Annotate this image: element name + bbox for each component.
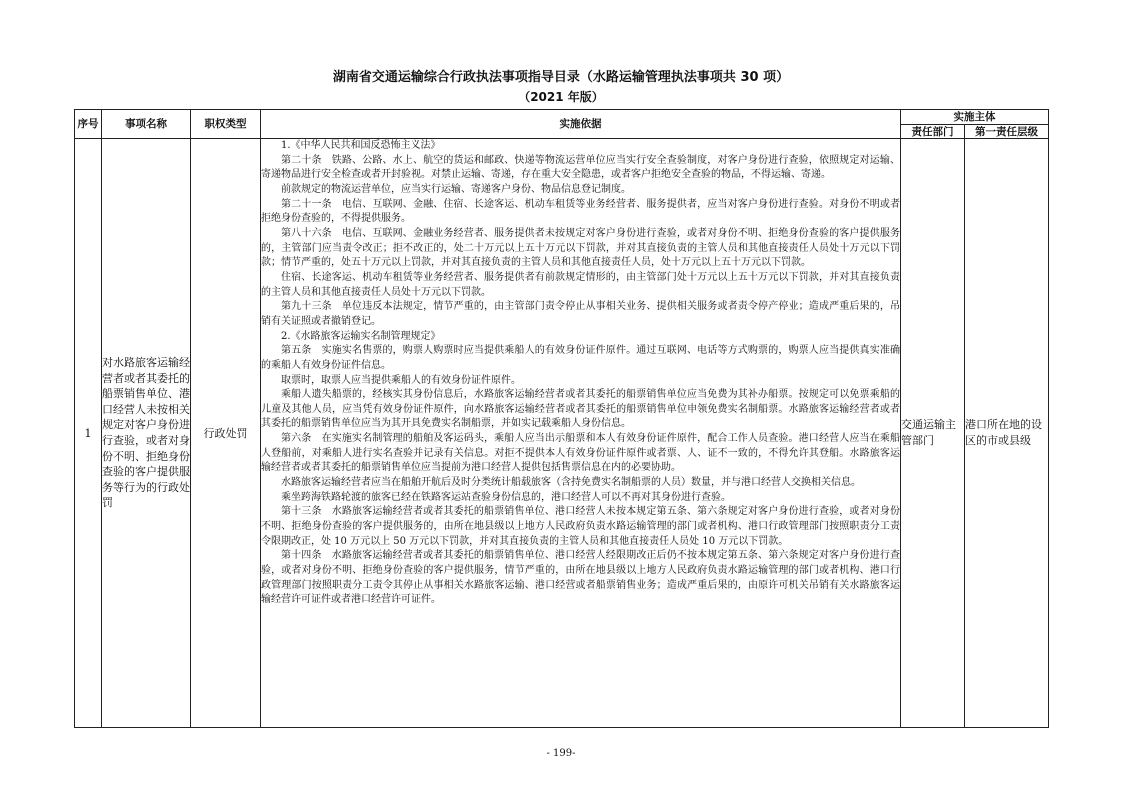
row-level: 港口所在地的设区的市或县级 (965, 139, 1049, 728)
basis-paragraph: 第八十六条 电信、互联网、金融业务经营者、服务提供者未按规定对客户身份进行查验，或者对身份不明、拒绝身份查验的客户提供服务的，主管部门应当责令改正；拒不改正的，处二十万元以上五十万元以下罚款，并对其直接负责的主管人员和其他直接责任人员处十万元以下罚款；情节严重的，处五十万元以上罚款，并对其直接负责的主管人员和其他直接责任人员，处十万元以上五十万元以下罚款。 (261, 227, 900, 269)
row-dept: 交通运输主管部门 (901, 139, 965, 728)
basis-paragraph: 第二十条 铁路、公路、水上、航空的货运和邮政、快递等物流运营单位应当实行安全查验制度，对客户身份进行查验，依照规定对运输、寄递物品进行安全检查或者开封验视。对禁止运输、寄递，存在重大安全隐患，或者客户拒绝安全查验的物品，不得运输、寄递。 (261, 154, 900, 181)
basis-paragraph: 前款规定的物流运营单位，应当实行运输、寄递客户身份、物品信息登记制度。 (281, 183, 631, 195)
basis-paragraph: 住宿、长途客运、机动车租赁等业务经营者、服务提供者有前款规定情形的，由主管部门处十万元以上五十万元以下罚款，并对其直接负责的主管人员和其他直接责任人员处十万元以下罚款。 (261, 271, 900, 298)
basis-paragraph: 取票时，取票人应当提供乘船人的有效身份证件原件。 (281, 374, 521, 386)
row-power-type: 行政处罚 (191, 139, 261, 728)
basis-paragraph: 水路旅客运输经营者应当在船舶开航后及时分类统计船载旅客（含持免费实名制船票的人员）数量，并与港口经营人交换相关信息。 (281, 477, 861, 489)
header-dept: 责任部门 (901, 125, 965, 139)
basis-paragraph: 第二十一条 电信、互联网、金融、住宿、长途客运、机动车租赁等业务经营者、服务提供者，应当对客户身份进行查验。对身份不明或者拒绝身份查验的，不得提供服务。 (261, 198, 900, 225)
row-item-name: 对水路旅客运输经营者或者其委托的船票销售单位、港口经营人未按相关规定对客户身份进行查验，或者对身份不明、拒绝身份查验的客户提供服务等行为的行政处罚 (102, 139, 191, 728)
header-item-name: 事项名称 (102, 110, 191, 139)
page-number: - 199- (546, 748, 576, 759)
document-subtitle: （2021 年版） (518, 90, 604, 104)
basis-paragraph: 第十四条 水路旅客运输经营者或者其委托的船票销售单位、港口经营人经限期改正后仍不按本规定第五条、第六条规定对客户身份进行查验，或者对身份不明、拒绝身份查验的客户提供服务，情节严重的，由所在地县级以上地方人民政府负责水路运输管理的部门或者机构、港口行政管理部门按照职责分工责令其停止从事相关水路旅客运输、港口经营或者船票销售业务；造成严重后果的，由原许可机关吊销有关水路旅客运输经营许可证件或者港口经营许可证件。 (261, 550, 900, 606)
header-power-type: 职权类型 (191, 110, 261, 139)
basis-paragraph: 第六条 在实施实名制管理的船舶及客运码头，乘船人应当出示船票和本人有效身份证件原件，配合工作人员查验。港口经营人应当在乘船人登船前，对乘船人进行实名查验并记录有关信息。对拒不提供本人有效身份证件原件或者票、人、证不一致的，不得允许其登船。水路旅客运输经营者或者其委托的船票销售单位应当提前为港口经营人提供包括售票信息在内的必要协助。 (261, 433, 900, 474)
header-seq: 序号 (75, 110, 102, 139)
basis-paragraph: 第十三条 水路旅客运输经营者或者其委托的船票销售单位、港口经营人未按本规定第五条、第六条规定对客户身份进行查验，或者对身份不明、拒绝身份查验的客户提供服务的，由所在地县级以上地方人民政府负责水路运输管理的部门或者机构、港口行政管理部门按照职责分工责令限期改正，处 10 万元以上 50 万元以下罚款，并对其直接负责的主管人员和其他直接责任人员处 10 万元以下罚款。 (261, 506, 900, 547)
table-row (75, 139, 1049, 728)
header-level: 第一责任层级 (965, 125, 1049, 139)
header-basis: 实施依据 (261, 110, 901, 139)
basis-paragraph: 第九十三条 单位违反本法规定，情节严重的，由主管部门责令停止从事相关业务、提供相关服务或者责令停产停业；造成严重后果的，吊销有关证照或者撤销登记。 (261, 301, 900, 327)
row-basis (261, 139, 901, 728)
row-seq: 1 (75, 139, 102, 728)
table-header-row (75, 110, 1049, 125)
basis-paragraph: 2.《水路旅客运输实名制管理规定》 (281, 330, 441, 342)
basis-paragraph: 第五条 实施实名售票的，购票人购票时应当提供乘船人的有效身份证件原件。通过互联网、电话等方式购票的，购票人应当提供真实准确的乘船人有效身份证件信息。 (261, 345, 900, 371)
header-subject: 实施主体 (901, 110, 1049, 125)
basis-text-block (261, 139, 900, 724)
basis-paragraph: 乘坐跨海铁路轮渡的旅客已经在铁路客运站查验身份信息的，港口经营人可以不再对其身份进行查验。 (281, 491, 731, 503)
enforcement-items-table (74, 109, 1049, 728)
document-title: 湖南省交通运输综合行政执法事项指导目录（水路运输管理执法事项共 30 项） (332, 70, 790, 85)
basis-paragraph: 乘船人遗失船票的，经核实其身份信息后，水路旅客运输经营者或者其委托的船票销售单位应当免费为其补办船票。按规定可以免票乘船的儿童及其他人员，应当凭有效身份证件原件，向水路旅客运输经营者或者其委托的船票销售单位申领免费实名制船票。水路旅客运输经营者或者其委托的船票销售单位应当为其开具免费实名制船票，并如实记载乘船人身份信息。 (261, 389, 900, 430)
basis-paragraph: 1.《中华人民共和国反恐怖主义法》 (281, 140, 441, 151)
